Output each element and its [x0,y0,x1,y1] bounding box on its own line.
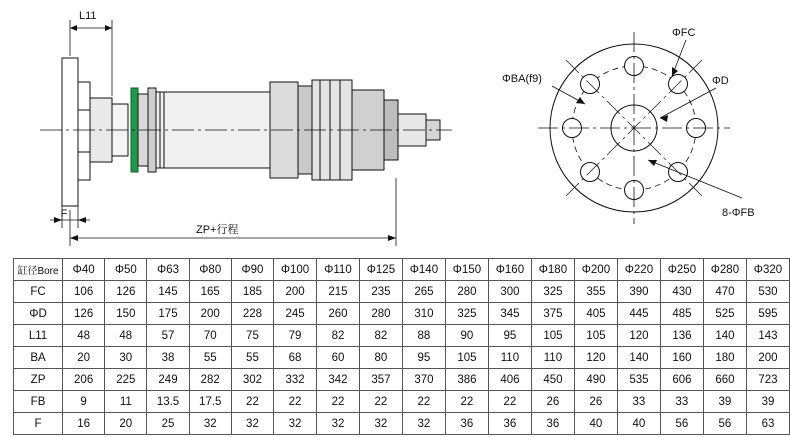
table-cell: 302 [231,369,273,391]
table-cell: 120 [617,325,660,347]
table-cell: 22 [402,391,445,413]
table-cell: 265 [402,281,445,303]
label-ba: ΦBA(f9) [502,73,542,85]
table-cell: 150 [105,303,147,325]
table-cell: 32 [402,413,445,435]
table-column-header: Φ63 [147,259,189,281]
table-cell: 20 [63,347,105,369]
table-cell: 68 [274,347,317,369]
table-cell: 26 [574,391,617,413]
table-cell: 280 [445,281,488,303]
table-cell: 282 [189,369,231,391]
table-column-header: Φ80 [189,259,231,281]
table-cell: 310 [402,303,445,325]
table-cell: 32 [359,413,402,435]
table-cell: 48 [63,325,105,347]
table-cell: 36 [531,413,574,435]
table-row [14,369,790,391]
table-cell: 390 [617,281,660,303]
table-row [14,281,790,303]
table-cell: 88 [402,325,445,347]
table-cell: 200 [274,281,317,303]
label-d: ΦD [712,75,729,87]
table-cell: 22 [359,391,402,413]
table-cell: 20 [105,413,147,435]
table-column-header: Φ125 [359,259,402,281]
table-cell: 485 [660,303,703,325]
table-column-header: Φ110 [317,259,360,281]
table-cell: 525 [703,303,746,325]
table-cell: 445 [617,303,660,325]
table-cell: 375 [531,303,574,325]
table-cell: 17.5 [189,391,231,413]
table-cell: 126 [105,281,147,303]
table-cell: 39 [746,391,789,413]
table-cell: 225 [105,369,147,391]
table-row-header: ΦD [14,303,63,325]
table-cell: 325 [445,303,488,325]
table-cell: 30 [105,347,147,369]
table-cell: 143 [746,325,789,347]
table-cell: 55 [189,347,231,369]
table-cell: 185 [231,281,273,303]
table-cell: 40 [617,413,660,435]
table-column-header: Φ50 [105,259,147,281]
table-cell: 249 [147,369,189,391]
table-column-header: Φ160 [488,259,531,281]
table-cell: 95 [402,347,445,369]
table-cell: 235 [359,281,402,303]
table-column-header: Φ40 [63,259,105,281]
table-cell: 535 [617,369,660,391]
table-row-header: FC [14,281,63,303]
table-column-header: Φ100 [274,259,317,281]
table-cell: 32 [274,413,317,435]
table-column-header: Φ250 [660,259,703,281]
cylinder-side-view [40,58,452,206]
table-row [14,347,790,369]
table-row [14,413,790,435]
table-cell: 355 [574,281,617,303]
table-column-header: Φ150 [445,259,488,281]
table-cell: 60 [317,347,360,369]
table-row [14,391,790,413]
table-column-header: Φ320 [746,259,789,281]
table-cell: 206 [63,369,105,391]
table-cell: 325 [531,281,574,303]
table-cell: 175 [147,303,189,325]
table-column-header: Φ90 [231,259,273,281]
table-cell: 430 [660,281,703,303]
dimension-f-label: F [60,208,68,220]
table-cell: 606 [660,369,703,391]
table-row-header: BA [14,347,63,369]
table-cell: 82 [359,325,402,347]
table-cell: 82 [317,325,360,347]
table-cell: 140 [617,347,660,369]
table-cell: 22 [317,391,360,413]
table-cell: 75 [231,325,273,347]
label-fb: 8-ΦFB [722,207,755,219]
table-cell: 40 [574,413,617,435]
table-cell: 33 [617,391,660,413]
table-cell: 32 [189,413,231,435]
table-cell: 33 [660,391,703,413]
table-cell: 370 [402,369,445,391]
table-cell: 595 [746,303,789,325]
table-row-header: ZP [14,369,63,391]
table-row [14,303,790,325]
table-cell: 32 [231,413,273,435]
table-column-header: Φ180 [531,259,574,281]
table-cell: 105 [531,325,574,347]
table-cell: 405 [574,303,617,325]
table-cell: 63 [746,413,789,435]
table-cell: 110 [488,347,531,369]
table-cell: 106 [63,281,105,303]
table-cell: 48 [105,325,147,347]
table-cell: 386 [445,369,488,391]
table-cell: 280 [359,303,402,325]
table-cell: 36 [488,413,531,435]
table-cell: 490 [574,369,617,391]
table-cell: 22 [488,391,531,413]
table-cell: 470 [703,281,746,303]
table-cell: 22 [274,391,317,413]
table-cell: 160 [660,347,703,369]
table-cell: 180 [703,347,746,369]
table-cell: 22 [231,391,273,413]
table-header-row [14,259,790,281]
table-cell: 345 [488,303,531,325]
table-cell: 136 [660,325,703,347]
table-cell: 245 [274,303,317,325]
table-cell: 79 [274,325,317,347]
table-cell: 450 [531,369,574,391]
table-cell: 357 [359,369,402,391]
dimension-zp-label: ZP+行程 [196,224,239,236]
table-body [14,281,790,435]
table-cell: 120 [574,347,617,369]
dimension-l11-label: L11 [79,10,97,22]
table-cell: 95 [488,325,531,347]
table-corner-header: 缸径Bore [14,259,63,281]
table-cell: 145 [147,281,189,303]
table-cell: 9 [63,391,105,413]
table-cell: 32 [317,413,360,435]
label-fc: ΦFC [672,27,696,39]
table-cell: 200 [746,347,789,369]
flange-front-view [538,32,730,224]
table-cell: 22 [445,391,488,413]
table-cell: 406 [488,369,531,391]
table-cell: 26 [531,391,574,413]
table-cell: 105 [445,347,488,369]
table-cell: 38 [147,347,189,369]
table-cell: 260 [317,303,360,325]
table-cell: 57 [147,325,189,347]
table-cell: 342 [317,369,360,391]
table-cell: 660 [703,369,746,391]
table-cell: 105 [574,325,617,347]
table-cell: 36 [445,413,488,435]
table-row-header: L11 [14,325,63,347]
table-cell: 530 [746,281,789,303]
table-cell: 165 [189,281,231,303]
table-column-header: Φ200 [574,259,617,281]
table-cell: 228 [231,303,273,325]
table-column-header: Φ220 [617,259,660,281]
table-cell: 80 [359,347,402,369]
specification-table [13,258,790,435]
table-cell: 25 [147,413,189,435]
table-cell: 332 [274,369,317,391]
table-cell: 13.5 [147,391,189,413]
table-row [14,325,790,347]
table-cell: 140 [703,325,746,347]
table-row-header: F [14,413,63,435]
table-cell: 215 [317,281,360,303]
table-cell: 70 [189,325,231,347]
table-cell: 16 [63,413,105,435]
table-cell: 11 [105,391,147,413]
table-column-header: Φ140 [402,259,445,281]
table-row-header: FB [14,391,63,413]
table-cell: 200 [189,303,231,325]
table-cell: 110 [531,347,574,369]
table-cell: 56 [660,413,703,435]
table-cell: 39 [703,391,746,413]
table-cell: 55 [231,347,273,369]
table-cell: 90 [445,325,488,347]
table-cell: 56 [703,413,746,435]
table-column-header: Φ280 [703,259,746,281]
table-cell: 126 [63,303,105,325]
table-cell: 300 [488,281,531,303]
table-cell: 723 [746,369,789,391]
